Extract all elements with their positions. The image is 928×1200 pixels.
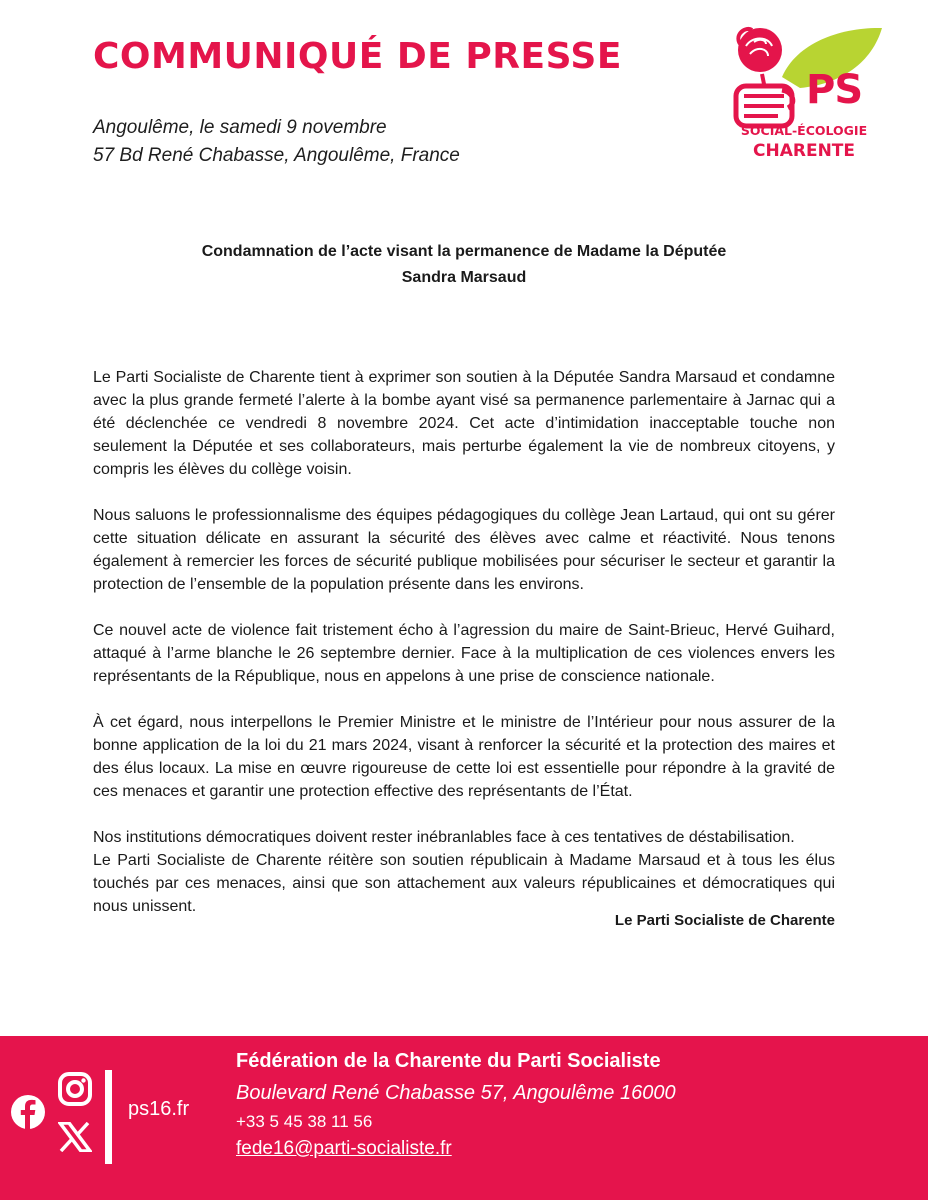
signature: Le Parti Socialiste de Charente — [614, 912, 835, 929]
dateline — [93, 114, 460, 170]
website-link[interactable]: ps16.fr — [128, 1098, 190, 1120]
tagline-social: SOCIAL- — [740, 123, 798, 138]
facebook-icon[interactable] — [10, 1094, 46, 1130]
press-release-body — [93, 366, 835, 918]
logo-department: CHARENTE — [753, 141, 855, 161]
federation-address: Boulevard René Chabasse 57, Angoulême 16000 — [236, 1082, 676, 1104]
subject-line-1: Condamnation de l’acte visant la permanence de Madame la Députée — [201, 243, 727, 260]
press-release-subject — [93, 239, 835, 291]
tagline-ecologie: ÉCOLOGIE — [797, 123, 868, 138]
ps-charente-logo — [722, 22, 882, 167]
logo-tagline — [726, 124, 882, 138]
paragraph-5b: Le Parti Socialiste de Charente réitère son soutien républicain à Madame Marsaud et à tous les élus touchés par ces menaces, ainsi que son attachement aux valeurs républicaines et démocratiques qui nous unissent. — [93, 852, 835, 915]
place-date: Angoulême, le samedi 9 novembre — [93, 117, 387, 138]
footer-divider — [105, 1070, 112, 1164]
ps-wordmark: PS — [806, 67, 863, 113]
paragraph-2: Nous saluons le professionnalisme des équipes pédagogiques du collège Jean Lartaud, qui ont su gérer cette situation délicate en assurant la sécurité des élèves avec calme et réactivité. Nous tenons également à remercier les forces de sécurité publique mobilisées pour sécuriser le secteur et garantir la protection de l’ensemble de la population présente dans les environs. — [93, 507, 835, 593]
x-icon[interactable] — [58, 1122, 92, 1152]
federation-phone: +33 5 45 38 11 56 — [236, 1112, 373, 1131]
footer-banner — [0, 1036, 928, 1200]
federation-email-link[interactable]: fede16@parti-socialiste.fr — [236, 1138, 452, 1159]
address-line: 57 Bd René Chabasse, Angoulême, France — [93, 145, 460, 166]
page-title: COMMUNIQUÉ DE PRESSE — [93, 36, 622, 77]
paragraph-4: À cet égard, nous interpellons le Premier Ministre et le ministre de l’Intérieur pour nous assurer de la bonne application de la loi du 21 mars 2024, visant à renforcer la sécurité et la protection des maires et des élus locaux. La mise en œuvre rigoureuse de cette loi est essentielle pour répondre à la gravité de ces menaces et garantir une protection effective des représentants de l’État. — [93, 714, 835, 800]
paragraph-1: Le Parti Socialiste de Charente tient à exprimer son soutien à la Députée Sandra Marsaud et condamne avec la plus grande fermeté l’alerte à la bombe ayant visé sa permanence parlementaire à Jarnac qui a été déclenchée ce vendredi 8 novembre 2024. Cet acte d’intimidation inacceptable touche non seulement la Députée et ses collaborateurs, mais perturbe également la vie de nombreux citoyens, y compris les élèves du collège voisin. — [93, 369, 835, 478]
paragraph-3: Ce nouvel acte de violence fait tristement écho à l’agression du maire de Saint-Brieuc, Hervé Guihard, attaqué à l’arme blanche le 26 septembre dernier. Face à la multiplication de ces violences envers les représentants de la République, nous en appelons à une prise de conscience nationale. — [93, 622, 835, 685]
instagram-icon[interactable] — [57, 1071, 93, 1107]
federation-name: Fédération de la Charente du Parti Socialiste — [236, 1050, 661, 1072]
subject-line-2: Sandra Marsaud — [401, 269, 527, 286]
paragraph-5a: Nos institutions démocratiques doivent rester inébranlables face à ces tentatives de déstabilisation. — [93, 829, 795, 846]
